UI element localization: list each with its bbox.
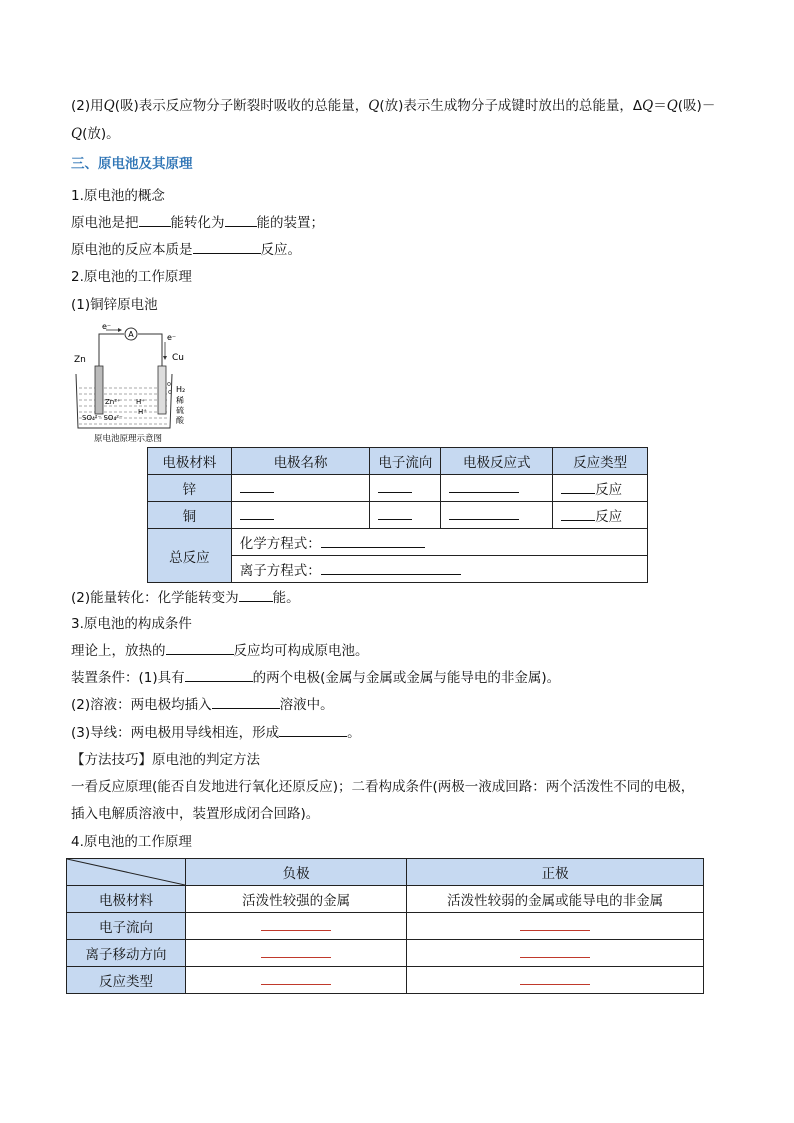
table-header: 电子流向 [370, 448, 441, 475]
blank-cell[interactable] [186, 913, 407, 940]
text: 反应。 [260, 242, 301, 258]
text: (2)用 [71, 98, 104, 114]
material-cell: 锌 [148, 475, 232, 502]
blank-cell[interactable] [231, 475, 370, 502]
table-header: 正极 [407, 859, 704, 886]
diagonal-header-cell [67, 859, 186, 886]
q-symbol: Q [666, 98, 678, 114]
answer-blank[interactable] [240, 507, 274, 520]
hydrogen-ion-label: H⁺ [136, 398, 145, 406]
chem-eq-cell[interactable] [231, 529, 647, 556]
blank-cell[interactable] [407, 940, 704, 967]
pos-material-cell: 活泼性较弱的金属或能导电的非金属 [407, 886, 704, 913]
text: 反应均可构成原电池。 [233, 643, 369, 659]
table-row [148, 502, 648, 529]
blank-cell[interactable] [186, 967, 407, 994]
text: 装置条件：(1)具有 [71, 670, 185, 686]
blank-cell[interactable] [441, 475, 553, 502]
row-label: 电子流向 [67, 913, 186, 940]
text: (2)溶液：两电极均插入 [71, 697, 212, 713]
acid-label: 酸 [176, 416, 184, 425]
table-row [67, 940, 704, 967]
conditions-line-2 [71, 668, 560, 688]
tip-heading: 【方法技巧】原电池的判定方法 [71, 752, 260, 768]
answer-blank[interactable] [279, 724, 347, 737]
table-header-row [67, 859, 704, 886]
concept-line-1 [71, 213, 324, 233]
text: (2)能量转化：化学能转变为 [71, 590, 239, 606]
text: 表示反应物分子断裂时吸收的总能量， [138, 98, 369, 114]
answer-blank[interactable] [561, 508, 595, 521]
q-symbol: Q [368, 98, 380, 114]
zinc-label: Zn [74, 355, 86, 365]
blank-cell[interactable] [231, 502, 370, 529]
answer-blank[interactable] [520, 918, 590, 931]
text: 原电池的反应本质是 [71, 242, 193, 258]
blank-cell[interactable] [407, 913, 704, 940]
text: 溶液中。 [279, 697, 334, 713]
table-header: 电极材料 [148, 448, 232, 475]
blank-cell[interactable] [186, 940, 407, 967]
text: 的两个电极(金属与金属或金属与能导电的非金属)。 [252, 670, 561, 686]
cell-svg [72, 322, 190, 444]
sulfate-ion-label: SO₄²⁻ SO₄²⁻ [82, 414, 123, 422]
table-row [67, 886, 704, 913]
text: 。 [106, 126, 120, 142]
answer-blank[interactable] [225, 214, 257, 227]
text: － [701, 98, 716, 114]
q-symbol: Q [642, 98, 654, 114]
text: 。 [347, 725, 361, 741]
answer-blank[interactable] [261, 918, 331, 931]
tip-line-2: 插入电解质溶液中，装置形成闭合回路)。 [71, 806, 320, 822]
text: 理论上，放热的 [71, 643, 166, 659]
zinc-electrode [95, 366, 103, 414]
neg-material-cell: 活泼性较强的金属 [186, 886, 407, 913]
principle-table [66, 858, 704, 994]
electrode-table [147, 447, 648, 583]
text: 离子方程式： [239, 563, 321, 579]
q-symbol: Q [103, 98, 115, 114]
row-label: 离子移动方向 [67, 940, 186, 967]
total-reaction-label: 总反应 [148, 529, 232, 583]
text: (吸) [677, 98, 702, 114]
conditions-line-1 [71, 641, 369, 661]
ammeter-label: A [128, 330, 134, 339]
table-row [67, 913, 704, 940]
answer-blank[interactable] [261, 945, 331, 958]
text: (3)导线：两电极用导线相连，形成 [71, 725, 280, 741]
text: 反应 [595, 509, 623, 525]
answer-blank[interactable] [239, 589, 273, 602]
blank-cell[interactable] [441, 502, 553, 529]
tip-line-1: 一看反应原理(能否自发地进行氧化还原反应)；二看构成条件(两极一液成回路：两个活泼性不同的电极， [71, 779, 695, 795]
text: (吸) [114, 98, 139, 114]
answer-blank[interactable] [449, 480, 519, 493]
material-cell: 铜 [148, 502, 232, 529]
answer-blank[interactable] [185, 669, 253, 682]
concept-heading: 1.原电池的概念 [71, 188, 165, 204]
intro-line-2 [71, 124, 120, 144]
answer-blank[interactable] [193, 241, 261, 254]
answer-blank[interactable] [321, 535, 425, 548]
answer-blank[interactable] [520, 972, 590, 985]
answer-blank[interactable] [378, 507, 412, 520]
principle-heading: 4.原电池的工作原理 [71, 834, 192, 850]
text: 表示生成物分子成键时放出的总能量，Δ [403, 98, 643, 114]
reaction-type-cell[interactable] [553, 475, 648, 502]
electron-label: e⁻ [102, 322, 112, 331]
text: (放) [379, 98, 404, 114]
table-header: 反应类型 [553, 448, 648, 475]
work-heading: 2.原电池的工作原理 [71, 269, 192, 285]
table-header: 电极名称 [231, 448, 370, 475]
concept-line-2 [71, 240, 301, 260]
conditions-line-4 [71, 723, 361, 743]
acid-label: 硫 [176, 406, 184, 415]
blank-cell[interactable] [370, 502, 441, 529]
answer-blank[interactable] [520, 945, 590, 958]
answer-blank[interactable] [561, 481, 595, 494]
section-title: 三、原电池及其原理 [71, 156, 193, 172]
table-row [67, 967, 704, 994]
answer-blank[interactable] [212, 696, 280, 709]
row-label: 反应类型 [67, 967, 186, 994]
text: (放) [82, 126, 107, 142]
text: 能。 [272, 590, 300, 606]
answer-blank[interactable] [321, 562, 461, 575]
answer-blank[interactable] [378, 480, 412, 493]
hydrogen-ion-label: H⁺ [138, 408, 147, 416]
table-header-row [148, 448, 648, 475]
text: 原电池是把 [71, 215, 139, 231]
table-header: 负极 [186, 859, 407, 886]
table-row [148, 475, 648, 502]
acid-label: 稀 [176, 396, 184, 405]
text: 反应 [595, 482, 623, 498]
conditions-line-3 [71, 695, 334, 715]
blank-cell[interactable] [370, 475, 441, 502]
text: 能转化为 [170, 215, 225, 231]
zinc-ion-label: Zn²⁺ [105, 398, 121, 406]
row-label: 电极材料 [67, 886, 186, 913]
diagonal-line [67, 859, 185, 885]
h2-label: H₂ [176, 385, 186, 394]
conditions-heading: 3.原电池的构成条件 [71, 616, 192, 632]
electron-label: e⁻ [167, 333, 177, 342]
table-row [148, 529, 648, 556]
blank-cell[interactable] [407, 967, 704, 994]
ion-eq-cell[interactable] [231, 556, 647, 583]
answer-blank[interactable] [261, 972, 331, 985]
copper-electrode [158, 366, 166, 414]
energy-line [71, 588, 300, 608]
copper-label: Cu [172, 353, 184, 363]
intro-line-1 [71, 96, 715, 116]
cu-zn-heading: (1)铜锌原电池 [71, 297, 158, 313]
galvanic-cell-diagram [72, 322, 190, 444]
table-header: 电极反应式 [441, 448, 553, 475]
q-symbol: Q [71, 126, 83, 142]
reaction-type-cell[interactable] [553, 502, 648, 529]
answer-blank[interactable] [139, 214, 171, 227]
text: 化学方程式： [239, 536, 321, 552]
text: 能的装置； [256, 215, 324, 231]
answer-blank[interactable] [449, 507, 519, 520]
answer-blank[interactable] [166, 642, 234, 655]
answer-blank[interactable] [240, 480, 274, 493]
diagram-caption: 原电池原理示意图 [93, 434, 163, 444]
text: ＝ [653, 98, 667, 114]
